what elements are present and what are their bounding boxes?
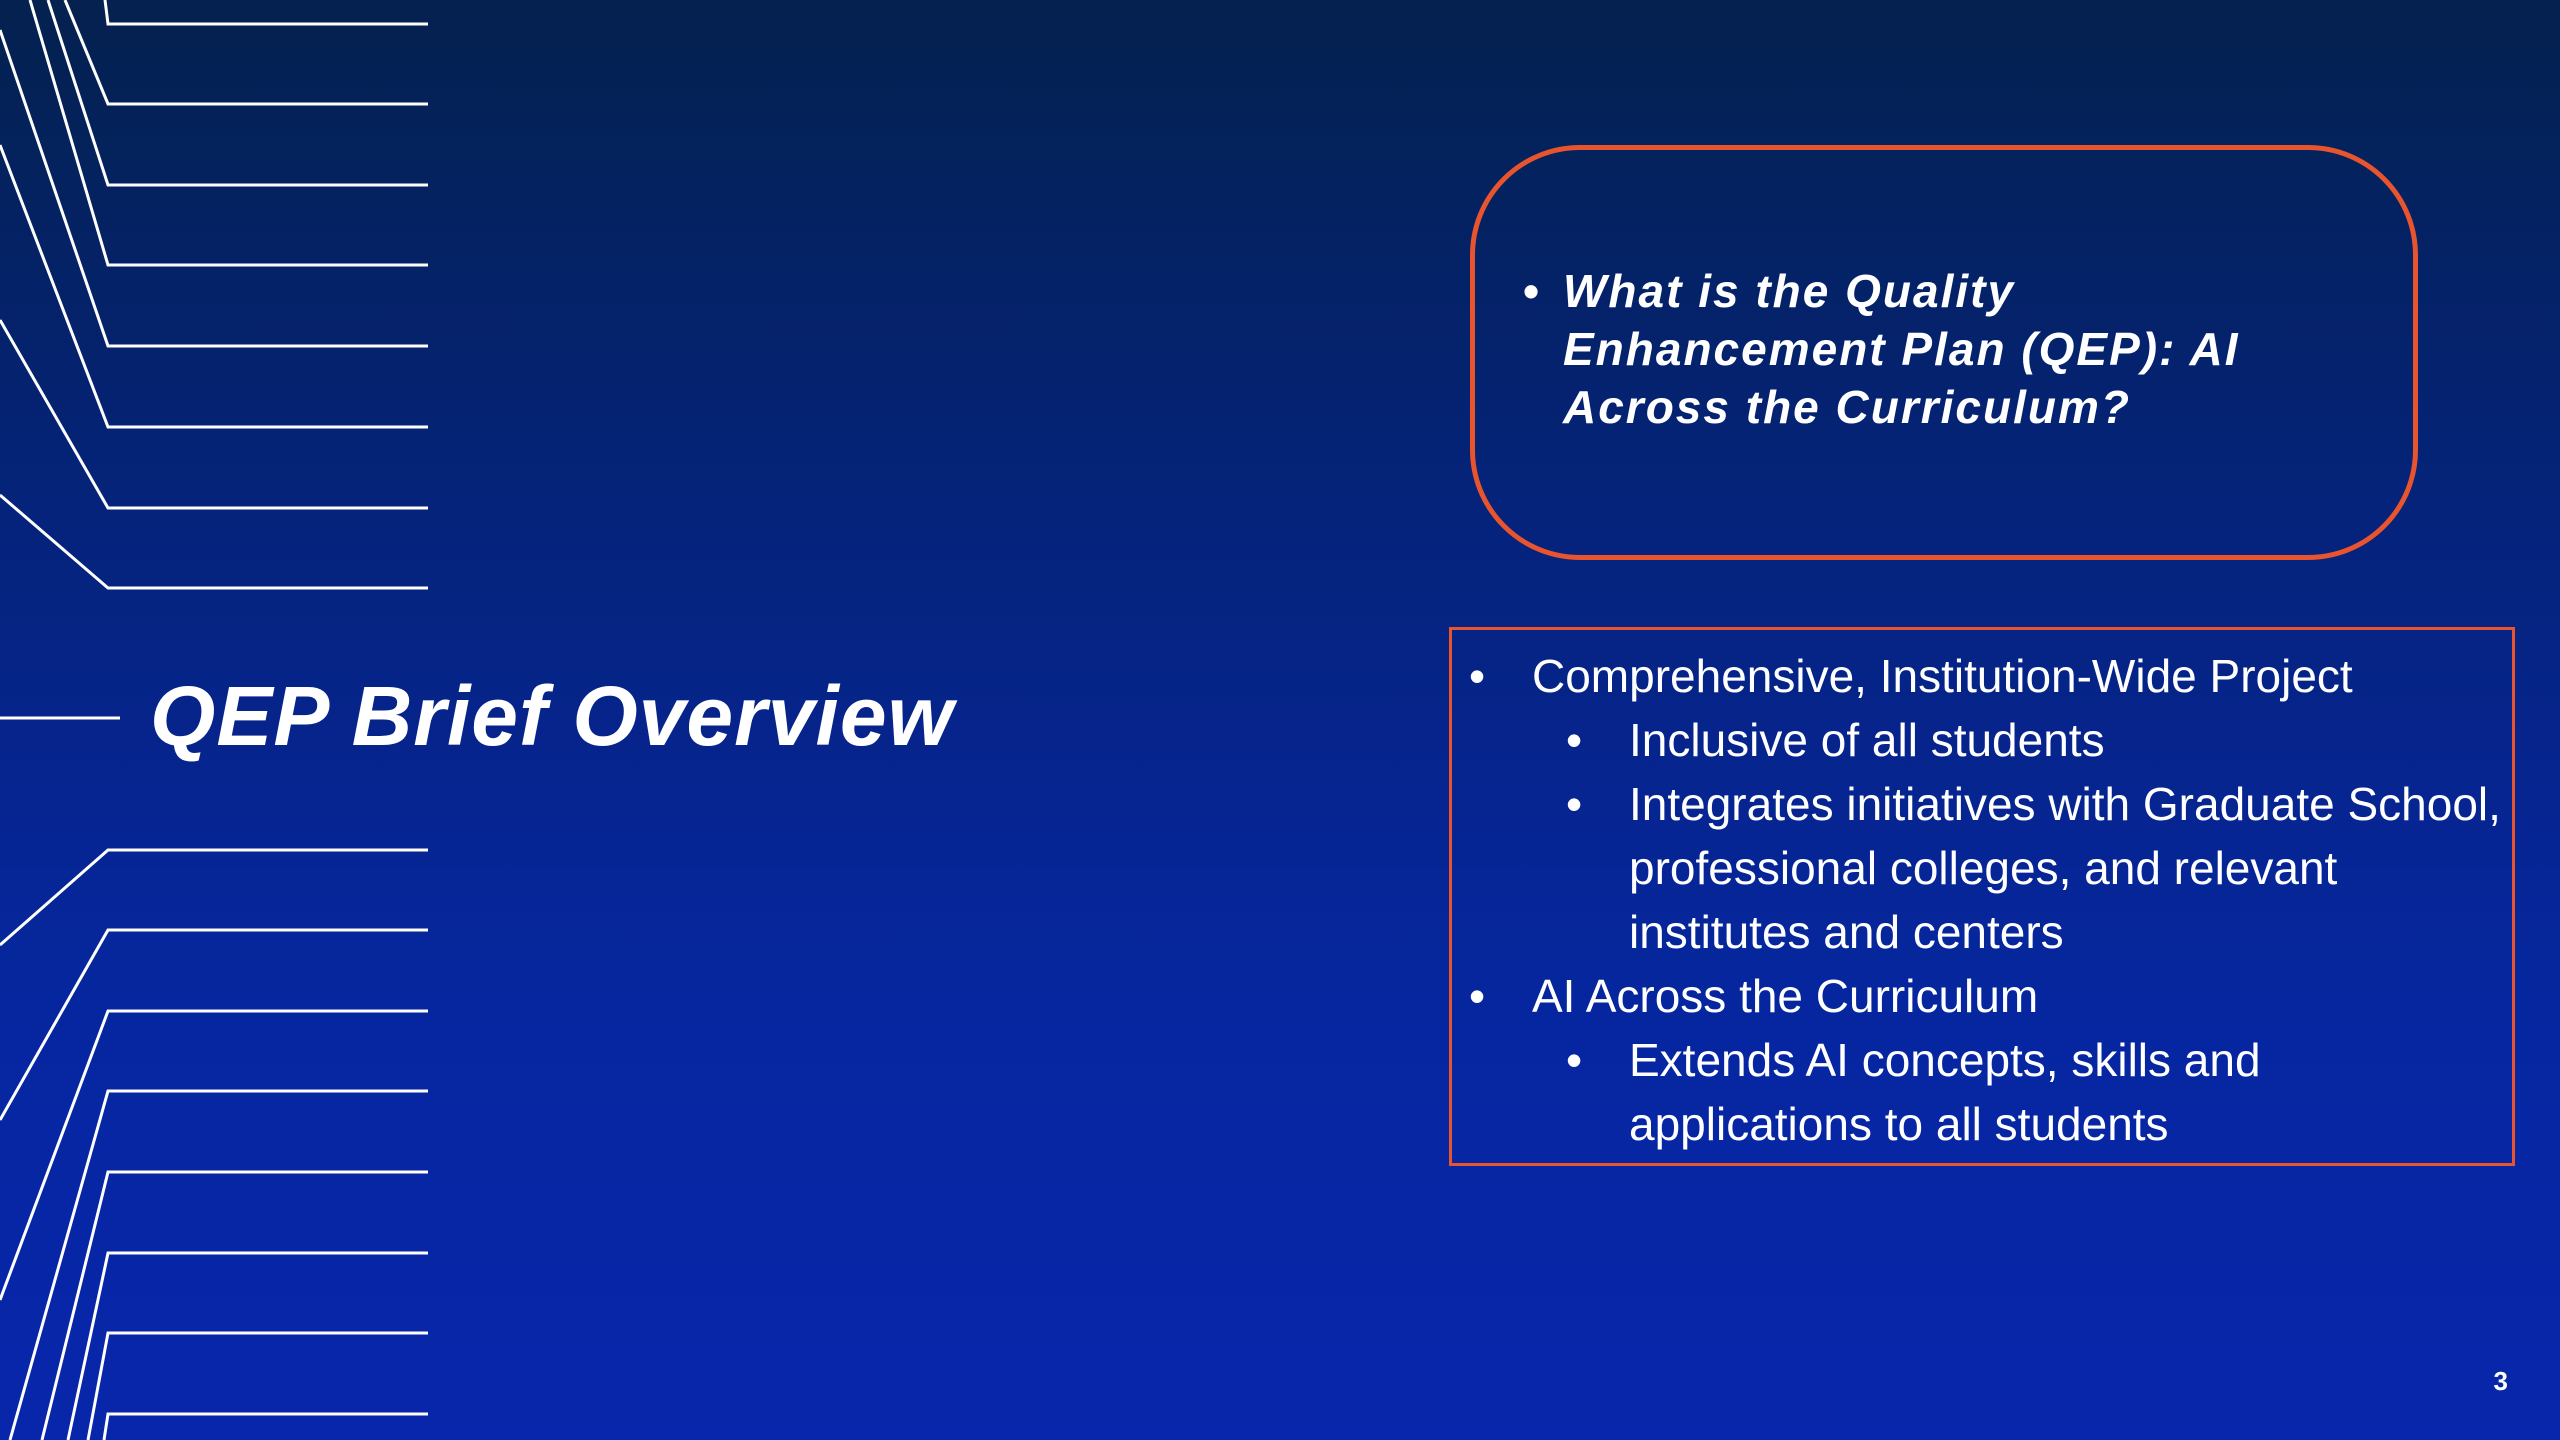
- bullet-text: Extends AI concepts, skills and applications to all students: [1629, 1034, 2261, 1150]
- bullet-item-level-1: [1452, 964, 2512, 1028]
- bullet-item-level-1: [1452, 644, 2512, 708]
- overview-bullet-list: [1452, 644, 2512, 1156]
- bullet-icon: •: [1523, 265, 1542, 317]
- bullet-icon: •: [1469, 650, 1486, 702]
- bullet-icon: •: [1566, 1034, 1583, 1086]
- bullet-icon: •: [1469, 970, 1486, 1022]
- callout-text: What is the Quality Enhancement Plan (QEP): AI Across the Curriculum?: [1563, 265, 2240, 433]
- bullet-item-level-2: [1452, 708, 2512, 772]
- bullet-text: Integrates initiatives with Graduate School, professional colleges, and relevant institutes and centers: [1629, 778, 2501, 958]
- callout-item: [1523, 262, 2283, 436]
- bullet-icon: •: [1566, 778, 1583, 830]
- bullet-text: Comprehensive, Institution-Wide Project: [1532, 650, 2353, 702]
- overview-content-box: [1449, 627, 2515, 1166]
- question-callout: [1470, 145, 2418, 560]
- bullet-icon: •: [1566, 714, 1583, 766]
- slide-number: 3: [2493, 1366, 2508, 1396]
- callout-list: [1523, 262, 2283, 436]
- bullet-item-level-2: [1452, 772, 2512, 964]
- bullet-item-level-2: [1452, 1028, 2512, 1156]
- bullet-text: Inclusive of all students: [1629, 714, 2105, 766]
- slide-title: QEP Brief Overview: [150, 669, 954, 763]
- bullet-text: AI Across the Curriculum: [1532, 970, 2039, 1022]
